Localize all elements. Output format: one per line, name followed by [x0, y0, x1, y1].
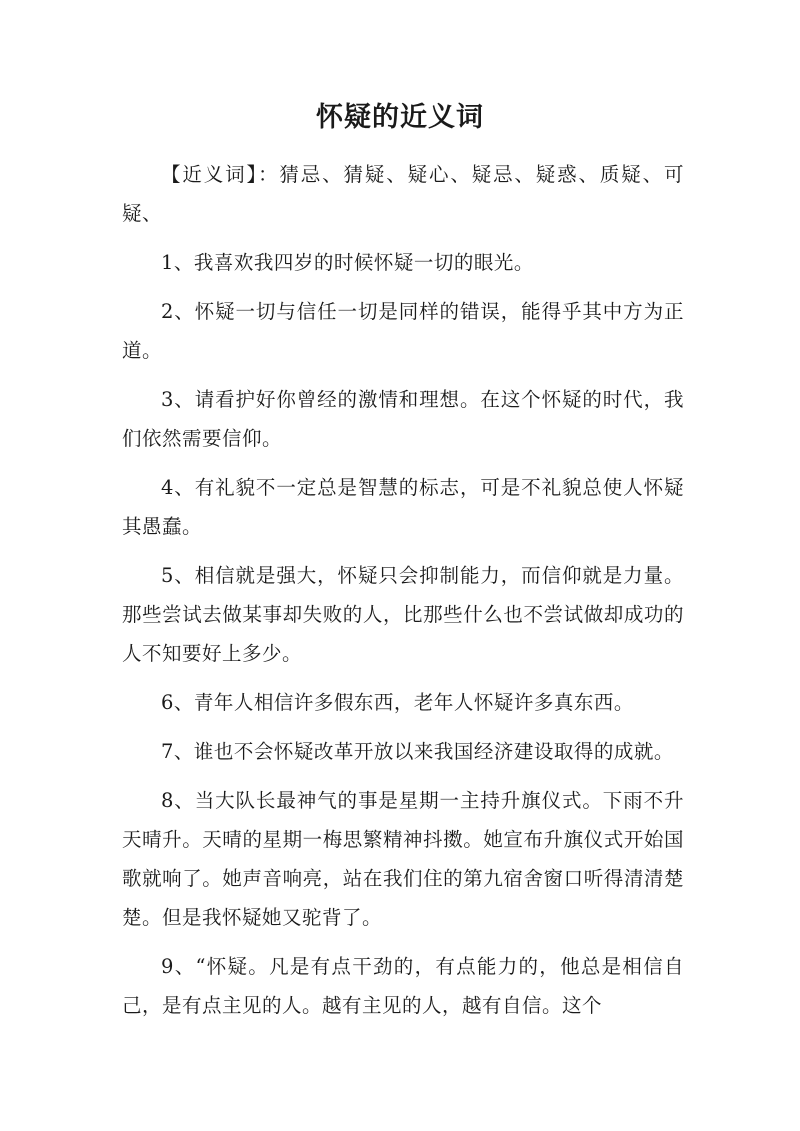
document-body [122, 155, 684, 1025]
document-title: 怀疑的近义词 [316, 102, 484, 133]
paragraph-4: 4、有礼貌不一定总是智慧的标志，可是不礼貌总使人怀疑其愚蠢。 [122, 476, 684, 538]
paragraph-synonyms: 【近义词】：猜忌、猜疑、疑心、疑忌、疑惑、质疑、可疑、 [122, 163, 684, 225]
paragraph-2: 2、怀疑一切与信任一切是同样的错误，能得乎其中方为正道。 [122, 300, 684, 362]
paragraph-6: 6、青年人相信许多假东西，老年人怀疑许多真东西。 [161, 691, 634, 714]
paragraph-7: 7、谁也不会怀疑改革开放以来我国经济建设取得的成就。 [161, 740, 674, 763]
paragraph-1: 1、我喜欢我四岁的时候怀疑一切的眼光。 [161, 251, 534, 274]
paragraph-3: 3、请看护好你曾经的激情和理想。在这个怀疑的时代，我们依然需要信仰。 [122, 388, 684, 450]
paragraph-5: 5、相信就是强大，怀疑只会抑制能力，而信仰就是力量。那些尝试去做某事却失败的人，比那些什么也不尝试做却成功的人不知要好上多少。 [122, 564, 684, 665]
paragraph-8: 8、当大队长最神气的事是星期一主持升旗仪式。下雨不升天晴升。天晴的星期一梅思繁精神抖擞。她宣布升旗仪式开始国歌就响了。她声音响亮，站在我们住的第九宿舍窗口听得清清楚楚。但是我怀疑她又驼背了。 [122, 789, 684, 929]
paragraph-9: 9、“怀疑。凡是有点干劲的，有点能力的，他总是相信自己，是有点主见的人。越有主见的人，越有自信。这个 [122, 955, 684, 1017]
